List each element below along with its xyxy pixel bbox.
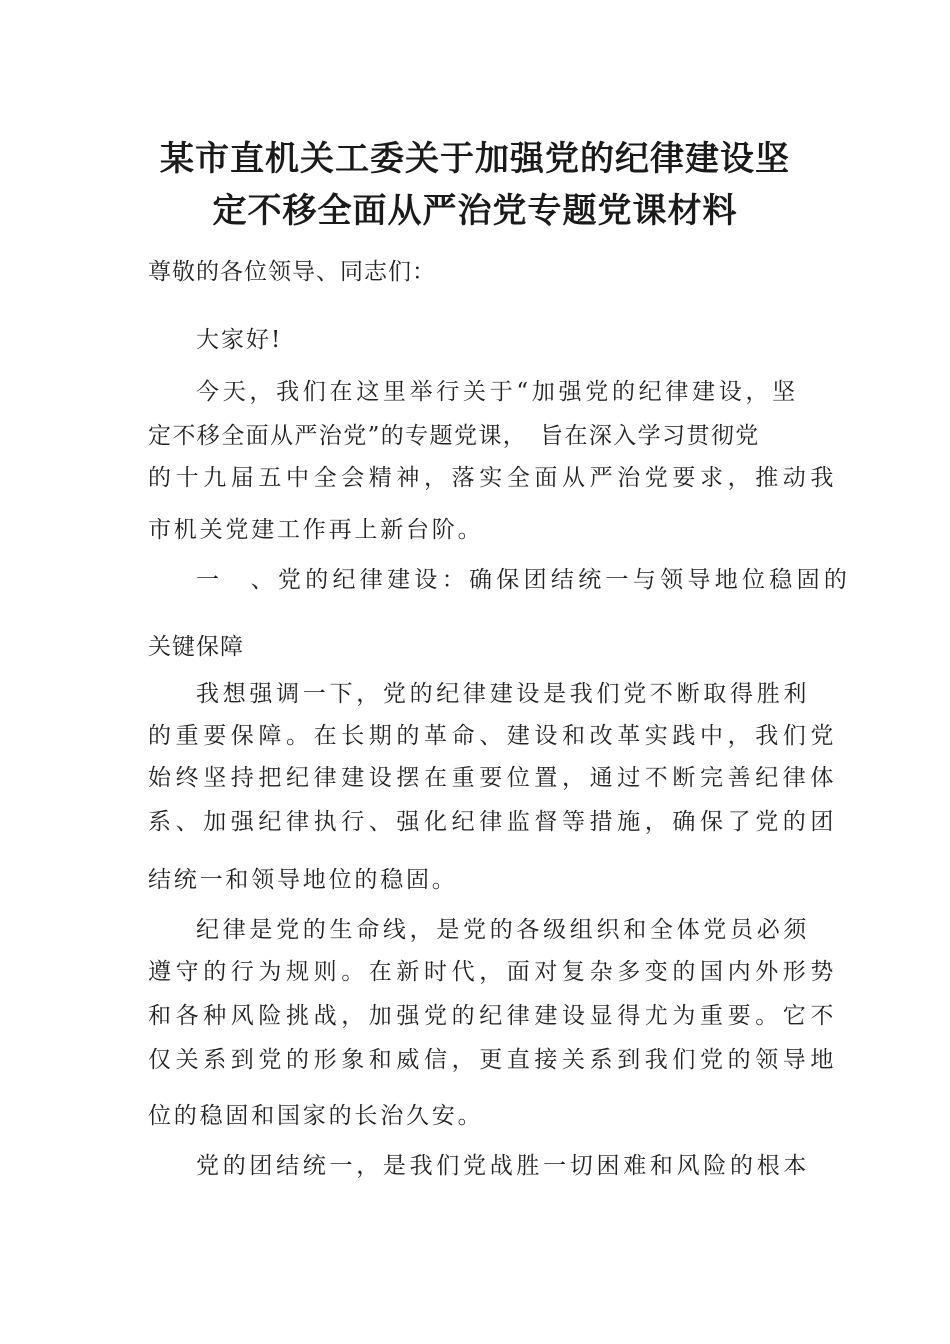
paragraph-line: 系、加强纪律执行、强化纪律监督等措施，确保了党的团	[148, 809, 838, 835]
paragraph-line: 和各种风险挑战，加强党的纪律建设显得尤为重要。它不	[148, 1003, 838, 1029]
paragraph-line: 党的团结统一，是我们党战胜一切困难和风险的根本	[196, 1153, 811, 1179]
greeting: 大家好!	[196, 327, 283, 353]
paragraph-line: 结统一和领导地位的稳固。	[148, 867, 458, 893]
paragraph-line: 始终坚持把纪律建设摆在重要位置，通过不断完善纪律体	[148, 765, 838, 791]
paragraph-line: 定不移全面从严治党”的专题党课， 旨在深入学习贯彻党	[148, 423, 760, 449]
paragraph-line: 位的稳固和国家的长治久安。	[148, 1103, 484, 1129]
section-heading-line: 关键保障	[148, 634, 244, 660]
paragraph-line: 市机关党建工作再上新台阶。	[148, 517, 484, 543]
paragraph-line: 我想强调一下，党的纪律建设是我们党不断取得胜利	[196, 681, 811, 707]
paragraph-line: 今天，我们在这里举行关于“加强党的纪律建设，坚	[196, 379, 799, 405]
paragraph-line: 遵守的行为规则。在新时代，面对复杂多变的国内外形势	[148, 959, 838, 985]
salutation: 尊敬的各位领导、同志们：	[148, 259, 436, 285]
document-title-line-2: 定不移全面从严治党专题党课材料	[212, 191, 738, 231]
paragraph-line: 的重要保障。在长期的革命、建设和改革实践中，我们党	[148, 723, 838, 749]
document-title-line-1: 某市直机关工委关于加强党的纪律建设坚	[160, 139, 790, 179]
paragraph-line: 纪律是党的生命线，是党的各级组织和全体党员必须	[196, 917, 811, 943]
section-heading-line: 一 、党的纪律建设：确保团结统一与领导地位稳固的	[196, 567, 852, 593]
paragraph-line: 仅关系到党的形象和威信，更直接关系到我们党的领导地	[148, 1047, 838, 1073]
paragraph-line: 的十九届五中全会精神，落实全面从严治党要求，推动我	[148, 465, 838, 491]
